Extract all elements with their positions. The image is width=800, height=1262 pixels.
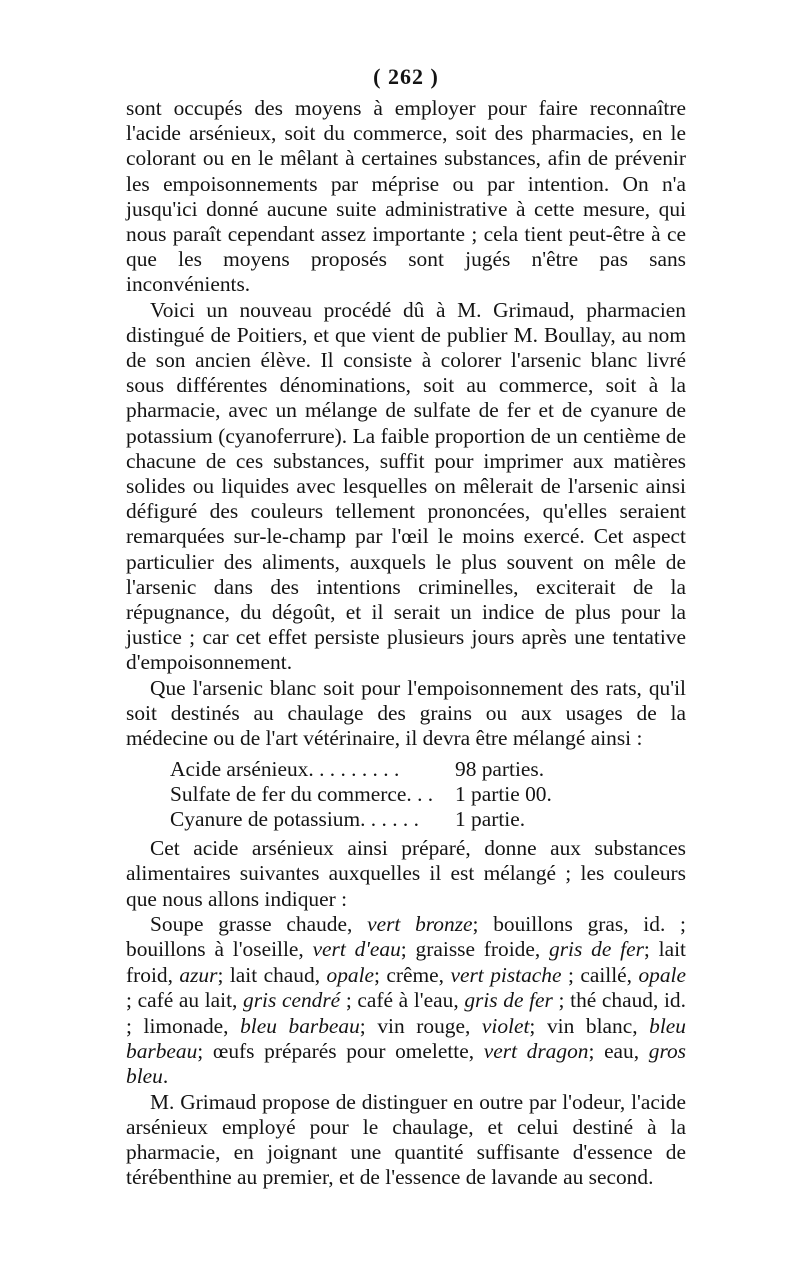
recipe-row xyxy=(170,807,686,832)
food-text: ; vin rouge, xyxy=(359,1013,482,1038)
food-text: ; crême, xyxy=(374,962,451,987)
page-number: ( 262 ) xyxy=(373,64,439,89)
color-name: gris de fer xyxy=(549,937,644,962)
food-text: ; thé chaud, id. ; limonade, xyxy=(126,988,686,1038)
recipe-quantity: 98 parties. xyxy=(455,757,545,782)
color-name: azur xyxy=(179,962,218,987)
food-text: ; œufs préparés pour omelette, xyxy=(197,1038,484,1063)
color-name: vert d'eau xyxy=(312,937,401,962)
paragraph-continuation: sont occupés des moyens à employer pour faire reconnaître l'acide arsénieux, soit du commerce, soit des pharmacies, en le colorant ou en le mêlant à certaines substances, afin de prévenir les empoisonnements par méprise ou par intention. On n'a jusqu'ici donné aucune suite administrative à cette mesure, qui nous paraît cependant assez importante ; cela tient peut-être à ce que les moyens proposés sont jugés n'être pas sans inconvénients. xyxy=(126,96,686,297)
food-text: ; café au lait, xyxy=(126,988,244,1013)
color-name: bleu barbeau xyxy=(240,1013,360,1038)
color-name: vert bronze xyxy=(367,911,473,936)
paragraph-colors-intro: Cet acide arsénieux ainsi préparé, donne aux substances alimentaires suivantes auxquelles il est mélangé ; les couleurs que nous allons indiquer : xyxy=(126,836,686,911)
color-name: gris de fer xyxy=(464,988,553,1013)
paragraph-odor-distinction: M. Grimaud propose de distinguer en outre par l'odeur, l'acide arsénieux employé pour le chaulage, et celui destiné à la pharmacie, en joignant une quantité suffisante d'essence de térébenthine au premier, et de l'essence de lavande au second. xyxy=(126,1089,686,1190)
color-name: vert pistache xyxy=(450,962,562,987)
recipe-ingredient: Cyanure de potassium. . . . . . xyxy=(170,807,419,832)
food-text: ; bouillons gras, id. ; bouillons à l'oseille, xyxy=(126,911,686,962)
recipe-quantity: 1 partie. xyxy=(455,807,526,832)
food-text: ; vin blanc, xyxy=(529,1013,650,1038)
recipe-ingredient: Acide arsénieux. . . . . . . . . xyxy=(170,757,400,782)
food-text: ; lait froid, xyxy=(126,937,686,987)
recipe-quantity: 1 partie 00. xyxy=(455,782,552,807)
recipe-row xyxy=(170,757,686,782)
recipe-ingredient: Sulfate de fer du commerce. . . xyxy=(170,782,434,807)
color-name: opale xyxy=(326,962,375,987)
food-text: ; graisse froide, xyxy=(400,937,550,962)
food-text: ; eau, xyxy=(588,1038,649,1063)
color-name: vert dragon xyxy=(483,1038,589,1063)
color-name: gros bleu xyxy=(126,1038,687,1089)
food-text: ; caillé, xyxy=(561,962,639,987)
paragraph-grimaud-procedure: Voici un nouveau procédé dû à M. Grimaud, pharmacien distingué de Poitiers, et que vient de publier M. Boullay, au nom de son ancien élève. Il consiste à colorer l'arsenic blanc livré sous différentes dénominations, soit au commerce, soit à la pharmacie, avec un mélange de sulfate de fer et de cyanure de potassium (cyanoferrure). La faible proportion de un centième de chacune de ces substances, suffit pour imprimer aux matières solides ou liquides avec lesquelles on mêlerait de l'arsenic ainsi défiguré des couleurs tellement prononcées, qu'elles seraient remarquées sur-le-champ par l'œil le moins exercé. Cet aspect particulier des aliments, auxquels le plus souvent on mêle de l'arsenic dans des intentions criminelles, exciterait de la répugnance, du dégoût, et il serait un indice de plus pour la justice ; car cet effet persiste plusieurs jours après une tentative d'empoisonnement. xyxy=(126,297,686,675)
food-text: . xyxy=(162,1064,169,1089)
color-name: gris cendré xyxy=(243,988,341,1013)
recipe-list xyxy=(126,757,686,832)
food-text: Soupe grasse chaude, xyxy=(150,911,368,936)
food-text: ; lait chaud, xyxy=(217,962,327,987)
paragraph-mixture-intro: Que l'arsenic blanc soit pour l'empoisonnement des rats, qu'il soit destinés au chaulage des grains ou aux usages de la médecine ou de l'art vétérinaire, il devra être mélangé ainsi : xyxy=(126,675,686,751)
recipe-row xyxy=(170,782,686,807)
food-text: ; café à l'eau, xyxy=(340,988,465,1013)
color-name: bleu barbeau xyxy=(126,1013,686,1063)
color-list xyxy=(126,912,686,1090)
paragraph-color-results xyxy=(126,912,686,1090)
color-name: violet xyxy=(481,1013,530,1038)
color-name: opale xyxy=(638,962,686,987)
